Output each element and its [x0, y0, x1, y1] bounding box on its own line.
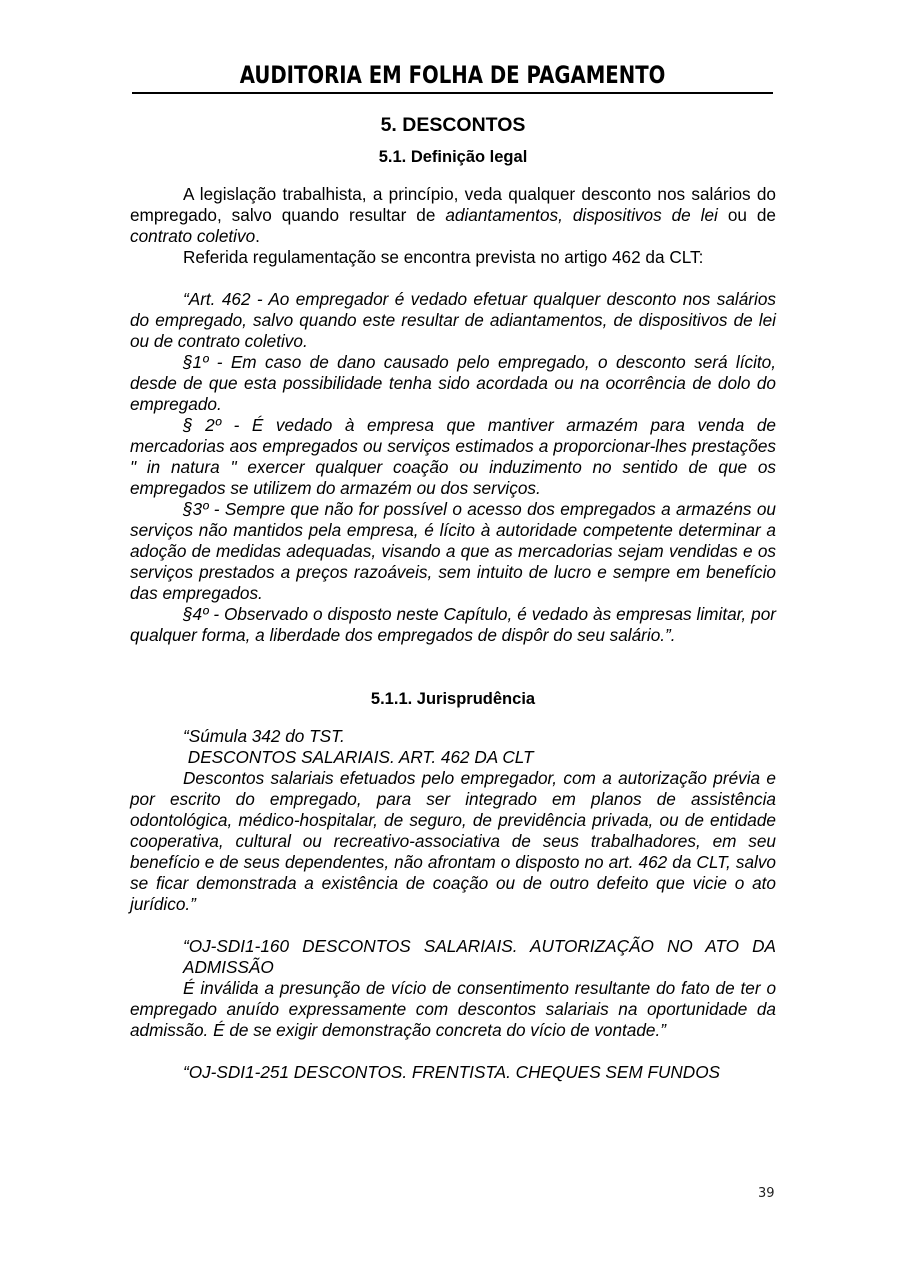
art-462-quote — [130, 289, 776, 646]
subsection-title: 5.1.1. Jurisprudência — [370, 690, 536, 708]
art-462-par2: § 2º - É vedado à empresa que mantiver armazém para venda de mercadorias aos empregados ou serviços estimados a proporcionar-lhes prestações " in natura " exercer qualquer coação ou induzimento no sentido de que os empregados se utilizem do armazém ou dos serviços. — [130, 415, 776, 498]
section-title: 5.1. Definição legal — [378, 148, 528, 166]
oj-160-title: “OJ-SDI1-160 DESCONTOS SALARIAIS. AUTORIZAÇÃO NO ATO DA ADMISSÃO — [183, 936, 776, 977]
art-462-par1: §1º - Em caso de dano causado pelo empregado, o desconto será lícito, desde de que esta possibilidade tenha sido acordada ou na ocorrência de dolo do empregado. — [130, 352, 776, 414]
intro-paragraph-2: Referida regulamentação se encontra prevista no artigo 462 da CLT: — [183, 247, 704, 267]
page-number: 39 — [758, 1186, 775, 1201]
oj-251-title: “OJ-SDI1-251 DESCONTOS. FRENTISTA. CHEQUES SEM FUNDOS — [183, 1062, 721, 1082]
chapter-heading — [130, 108, 776, 142]
subsection-heading — [130, 688, 776, 718]
chapter-title: 5. DESCONTOS — [380, 114, 526, 136]
art-462-par4: §4º - Observado o disposto neste Capítulo, é vedado às empresas limitar, por qualquer forma, a liberdade dos empregados de dispôr do seu salário.”. — [130, 604, 776, 645]
section-heading — [130, 142, 776, 182]
oj-160-quote — [130, 936, 776, 1041]
sumula-342-text: Descontos salariais efetuados pelo empregador, com a autorização prévia e por escrito do empregado, para ser integrado em planos de assistência odontológica, médico-hospitalar, de seguro, de previdência privada, ou de entidade cooperativa, cultural ou recreativo-associativa de seus trabalhadores, em seu benefício e de seus dependentes, não afrontam o disposto no art. 462 da CLT, salvo se ficar demonstrada a existência de coação ou de outro defeito que vicie o ato jurídico.” — [130, 768, 776, 914]
intro-text-3: . — [255, 226, 260, 246]
header-title: AUDITORIA EM FOLHA DE PAGAMENTO — [239, 61, 666, 89]
intro-paragraph — [130, 184, 776, 247]
intro-italic-2: contrato coletivo — [130, 226, 256, 246]
running-header — [132, 58, 773, 94]
sumula-342-subtitle: DESCONTOS SALARIAIS. ART. 462 DA CLT — [183, 747, 534, 767]
oj-251-quote — [130, 1062, 776, 1083]
sumula-342-title: “Súmula 342 do TST. — [183, 726, 345, 746]
art-462-caput: “Art. 462 - Ao empregador é vedado efetuar qualquer desconto nos salários do empregado, salvo quando este resultar de adiantamentos, de dispositivos de lei ou de contrato coletivo. — [130, 289, 776, 351]
sumula-342-quote — [130, 726, 776, 915]
art-462-par3: §3º - Sempre que não for possível o acesso dos empregados a armazéns ou serviços não mantidos pela empresa, é lícito à autoridade competente determinar a adoção de medidas adequadas, visando a que as mercadorias sejam vendidas e os serviços prestados a preços razoáveis, sem intuito de lucro e sempre em benefício das empregados. — [130, 499, 776, 603]
oj-160-text: É inválida a presunção de vício de consentimento resultante do fato de ter o empregado anuído expressamente com descontos salariais na oportunidade da admissão. É de se exigir demonstração concreta do vício de vontade.” — [130, 978, 776, 1040]
intro-text: A legislação trabalhista, a princípio, veda qualquer desconto nos salários do empregado, salvo quando resultar de — [130, 184, 776, 225]
page-body — [130, 108, 776, 1083]
intro-text-2: ou de — [717, 205, 776, 225]
intro-italic-1: adiantamentos, dispositivos de lei — [445, 205, 718, 225]
